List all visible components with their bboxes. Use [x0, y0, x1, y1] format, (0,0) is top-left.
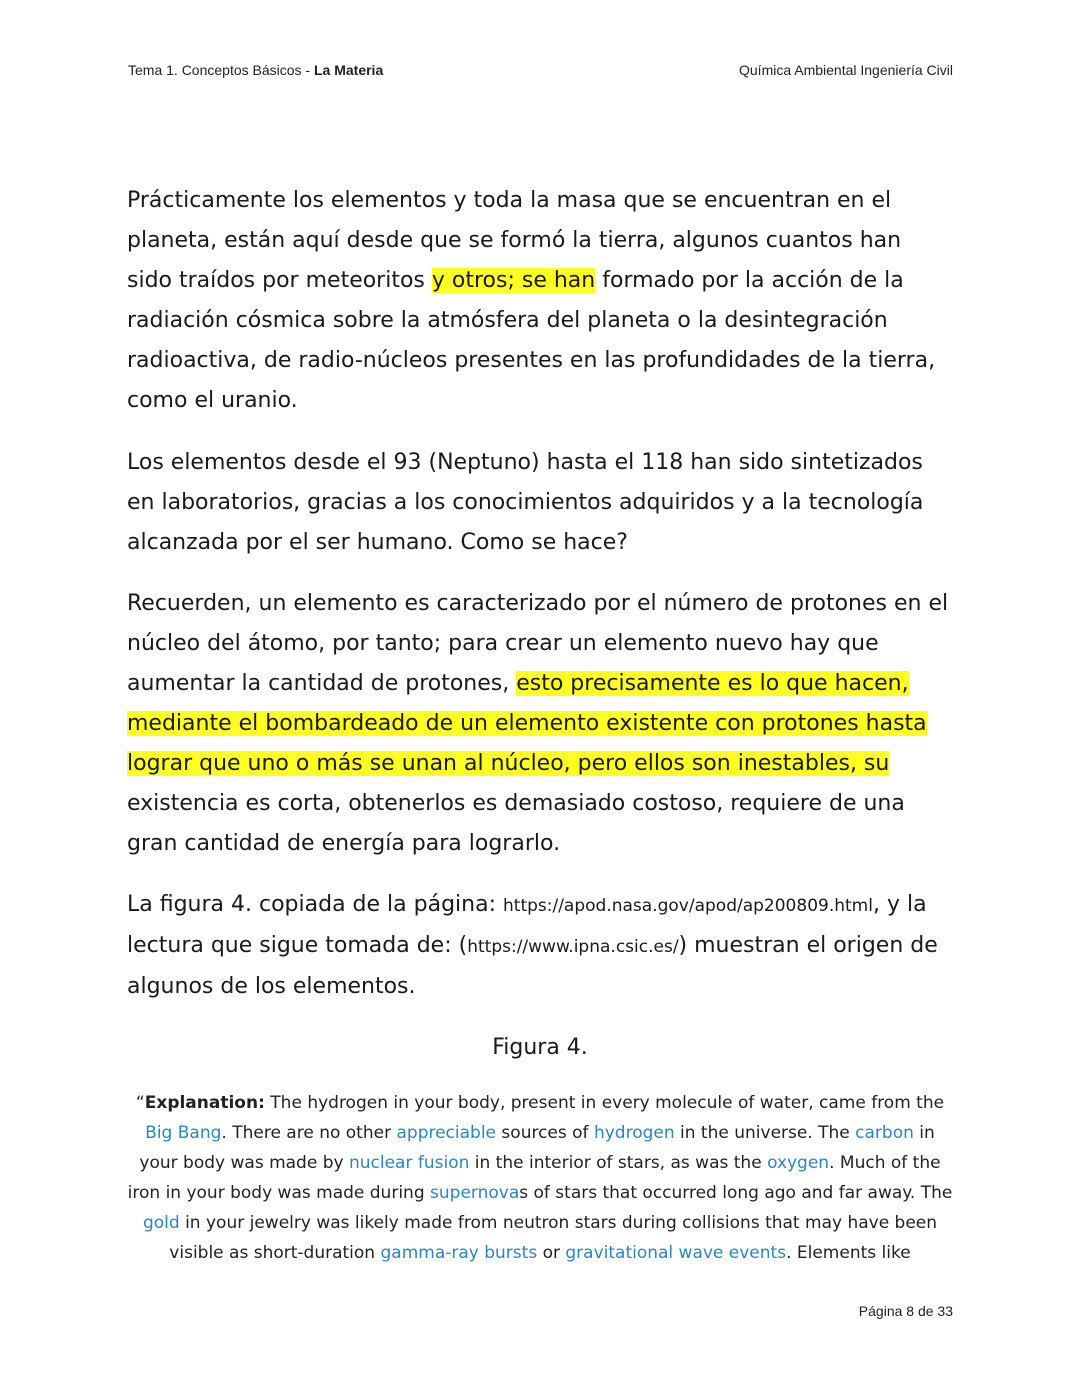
quote-text: . Elements like	[786, 1243, 911, 1263]
quote-text: . There are no other	[221, 1123, 397, 1143]
figure-quote	[124, 1088, 956, 1268]
link-big-bang[interactable]: Big Bang	[145, 1123, 222, 1143]
quote-text: in the universe. The	[674, 1123, 856, 1143]
figure-title: Figura 4.	[492, 1035, 588, 1060]
header-chapter-topic: La Materia	[313, 62, 384, 78]
source-text: La figura 4. copiada de la página:	[127, 892, 503, 917]
link-nuclear-fusion[interactable]: nuclear fusion	[348, 1153, 470, 1173]
source-text: , y la lectura que sigue tomada de: (	[127, 892, 927, 958]
header-chapter-prefix: Tema 1. Conceptos Básicos -	[128, 62, 314, 78]
quote-text: s of stars that occurred long ago and far away. The	[519, 1183, 953, 1203]
source-text: ) muestran el origen de algunos de los elementos.	[127, 933, 938, 999]
link-gold[interactable]: gold	[142, 1213, 180, 1233]
page-header	[128, 62, 953, 84]
paragraph-figure-source	[127, 885, 953, 1007]
paragraph-protons-start: Recuerden, un elemento es caracterizado por el número de protones en el núcleo del átomo, por tanto; para crear un elemento nuevo hay que aumentar la cantidad de protones,	[127, 591, 949, 696]
quote-text: The hydrogen in your body, present in every molecule of water, came from the	[264, 1093, 945, 1113]
paragraph-protons-end: existencia es corta, obtenerlos es demasiado costoso, requiere de una gran cantidad de energía para lograrlo.	[127, 791, 905, 856]
header-course: Química Ambiental Ingeniería Civil	[739, 62, 953, 78]
quote-text: or	[537, 1243, 566, 1263]
page-number: Página 8 de 33	[858, 1303, 953, 1319]
quote-text: sources of	[496, 1123, 594, 1143]
link-appreciable[interactable]: appreciable	[396, 1123, 497, 1143]
header-chapter	[128, 62, 383, 78]
quote-text: in your jewelry was likely made from neutron stars during collisions that may have been visible as short-duration	[169, 1213, 938, 1263]
link-gravitational-wave-events[interactable]: gravitational wave events	[565, 1243, 787, 1263]
link-oxygen[interactable]: oxygen	[767, 1153, 830, 1173]
paragraph-protons	[127, 584, 953, 864]
highlighted-text: y otros; se han	[431, 268, 596, 293]
quote-label: Explanation:	[144, 1093, 265, 1113]
quote-text: in the interior of stars, as was the	[469, 1153, 768, 1173]
quote-text: . Much of the iron in your body was made during	[127, 1153, 941, 1203]
link-carbon[interactable]: carbon	[855, 1123, 914, 1143]
link-supernova[interactable]: supernova	[430, 1183, 520, 1203]
source-url-ipna[interactable]: https://www.ipna.csic.es/	[467, 937, 679, 957]
link-hydrogen[interactable]: hydrogen	[593, 1123, 675, 1143]
paragraph-origin-end: formado por la acción de la radiación cósmica sobre la atmósfera del planeta o la desintegración radioactiva, de radio-núcleos presentes en las profundidades de la tierra, como el uranio.	[127, 268, 936, 413]
paragraph-origin	[127, 181, 953, 421]
quote-mark: “	[135, 1093, 145, 1113]
link-gamma-ray-bursts[interactable]: gamma-ray bursts	[380, 1243, 538, 1263]
quote-text: in your body was made by	[139, 1123, 935, 1173]
source-url-nasa[interactable]: https://apod.nasa.gov/apod/ap200809.html	[503, 896, 873, 916]
highlighted-text: esto precisamente es lo que hacen, mediante el bombardeado de un elemento existente con protones hasta lograr que uno o más se unan al núcleo, pero ellos son inestables, su	[127, 671, 927, 776]
paragraph-origin-start: Prácticamente los elementos y toda la masa que se encuentran en el planeta, están aquí desde que se formó la tierra, algunos cuantos han sido traídos por meteoritos	[127, 188, 902, 293]
paragraph-synthetic-elements: Los elementos desde el 93 (Neptuno) hasta el 118 han sido sintetizados en laboratorios, gracias a los conocimientos adquiridos y a la tecnología alcanzada por el ser humano. Como se hace?	[127, 450, 924, 555]
